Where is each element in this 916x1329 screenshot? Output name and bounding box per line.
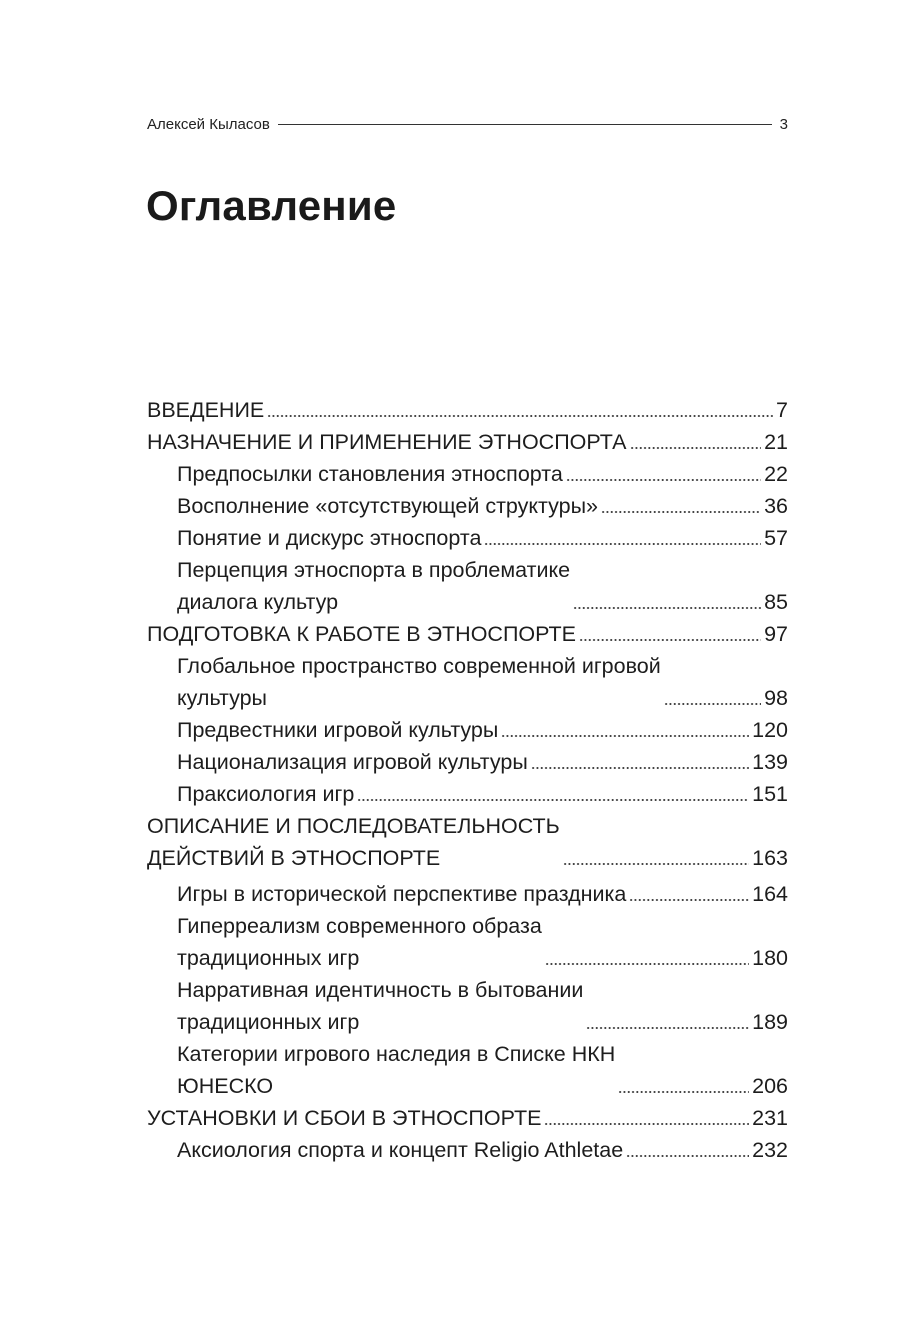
toc-leader-dots bbox=[563, 842, 749, 874]
toc-entry-chapter-3[interactable] bbox=[147, 810, 788, 874]
toc-leader-dots bbox=[579, 618, 761, 650]
toc-entry-title-line: Перцепция этноспорта в проблематике bbox=[177, 558, 571, 582]
toc-entry-section[interactable] bbox=[147, 974, 788, 1038]
toc-entry-page: 97 bbox=[764, 622, 788, 646]
toc-entry-page: 57 bbox=[764, 526, 788, 550]
toc-entry-page: 36 bbox=[764, 494, 788, 518]
author-name: Алексей Кыласов bbox=[147, 115, 270, 133]
toc-entry-chapter-1[interactable] bbox=[147, 426, 788, 458]
toc-entry-section[interactable] bbox=[147, 878, 788, 910]
page-title: Оглавление bbox=[146, 182, 397, 229]
toc-entry-section[interactable] bbox=[147, 458, 788, 490]
toc-entry-section[interactable] bbox=[147, 778, 788, 810]
toc-entry-section[interactable] bbox=[147, 746, 788, 778]
toc-leader-dots bbox=[501, 714, 749, 746]
toc-leader-dots bbox=[545, 942, 749, 974]
toc-entry-section[interactable] bbox=[147, 490, 788, 522]
toc-entry-title: Аксиология спорта и концепт Religio Athletae bbox=[177, 1138, 624, 1162]
toc-entry-page: 139 bbox=[752, 750, 788, 774]
toc-entry-section[interactable] bbox=[147, 1134, 788, 1166]
toc-entry-page: 180 bbox=[752, 946, 788, 970]
toc-entry-section[interactable] bbox=[147, 714, 788, 746]
toc-entry-title bbox=[177, 1038, 615, 1102]
toc-entry-title-line: Гиперреализм современного образа bbox=[177, 914, 542, 938]
toc-entry-page: 21 bbox=[764, 430, 788, 454]
toc-entry-title bbox=[147, 810, 560, 874]
toc-leader-dots bbox=[629, 878, 749, 910]
toc-entry-page: 151 bbox=[752, 782, 788, 806]
toc-entry-title: Предвестники игровой культуры bbox=[177, 718, 499, 742]
toc-leader-dots bbox=[618, 1070, 749, 1102]
toc-entry-section[interactable] bbox=[147, 554, 788, 618]
toc-entry-title bbox=[177, 974, 583, 1038]
toc-entry-section[interactable] bbox=[147, 650, 788, 714]
toc-entry-title-line: ОПИСАНИЕ И ПОСЛЕДОВАТЕЛЬНОСТЬ bbox=[147, 814, 560, 838]
toc-entry-title: ПОДГОТОВКА К РАБОТЕ В ЭТНОСПОРТЕ bbox=[147, 622, 576, 646]
toc-entry-title: Понятие и дискурс этноспорта bbox=[177, 526, 482, 550]
toc-entry-title: Предпосылки становления этноспорта bbox=[177, 462, 563, 486]
toc-entry-title-line: традиционных игр bbox=[177, 1010, 360, 1034]
toc-entry-section[interactable] bbox=[147, 522, 788, 554]
toc-entry-page: 7 bbox=[776, 398, 788, 422]
toc-entry-page: 163 bbox=[752, 846, 788, 870]
toc-entry-title: Национализация игровой культуры bbox=[177, 750, 528, 774]
toc-entry-title: Праксиология игр bbox=[177, 782, 355, 806]
toc-entry-page: 232 bbox=[752, 1138, 788, 1162]
toc-entry-chapter-4[interactable] bbox=[147, 1102, 788, 1134]
table-of-contents bbox=[147, 394, 788, 1166]
toc-entry-page: 231 bbox=[752, 1106, 788, 1130]
toc-entry-page: 189 bbox=[752, 1010, 788, 1034]
toc-entry-title: Игры в исторической перспективе праздника bbox=[177, 882, 627, 906]
toc-entry-title: НАЗНАЧЕНИЕ И ПРИМЕНЕНИЕ ЭТНОСПОРТА bbox=[147, 430, 627, 454]
toc-entry-page: 164 bbox=[752, 882, 788, 906]
toc-entry-title-line: культуры bbox=[177, 686, 267, 710]
toc-entry-page: 98 bbox=[764, 686, 788, 710]
toc-entry-title-line: Категории игрового наследия в Списке НКН bbox=[177, 1042, 616, 1066]
toc-entry-title bbox=[177, 650, 661, 714]
toc-leader-dots bbox=[630, 426, 762, 458]
toc-entry-title bbox=[177, 910, 542, 974]
toc-entry-section[interactable] bbox=[147, 910, 788, 974]
toc-leader-dots bbox=[267, 394, 773, 426]
toc-leader-dots bbox=[626, 1134, 749, 1166]
toc-leader-dots bbox=[601, 490, 761, 522]
toc-leader-dots bbox=[566, 458, 761, 490]
toc-entry-introduction[interactable] bbox=[147, 394, 788, 426]
toc-entry-title-line: диалога культур bbox=[177, 590, 339, 614]
toc-entry-chapter-2[interactable] bbox=[147, 618, 788, 650]
toc-entry-title-line: традиционных игр bbox=[177, 946, 360, 970]
toc-leader-dots bbox=[544, 1102, 749, 1134]
toc-entry-section[interactable] bbox=[147, 1038, 788, 1102]
running-header bbox=[147, 113, 788, 135]
toc-entry-title: ВВЕДЕНИЕ bbox=[147, 398, 265, 422]
toc-leader-dots bbox=[357, 778, 749, 810]
header-rule bbox=[278, 124, 772, 125]
toc-entry-title-line: ДЕЙСТВИЙ В ЭТНОСПОРТЕ bbox=[147, 846, 441, 870]
toc-leader-dots bbox=[484, 522, 761, 554]
toc-leader-dots bbox=[531, 746, 749, 778]
toc-entry-page: 206 bbox=[752, 1074, 788, 1098]
toc-entry-title-line: Нарративная идентичность в бытовании bbox=[177, 978, 584, 1002]
toc-entry-page: 85 bbox=[764, 590, 788, 614]
toc-leader-dots bbox=[586, 1006, 749, 1038]
toc-entry-page: 22 bbox=[764, 462, 788, 486]
header-page-number: 3 bbox=[779, 115, 788, 133]
toc-entry-page: 120 bbox=[752, 718, 788, 742]
toc-entry-title-line: Глобальное пространство современной игровой bbox=[177, 654, 661, 678]
toc-entry-title-line: ЮНЕСКО bbox=[177, 1074, 274, 1098]
toc-entry-title: УСТАНОВКИ И СБОИ В ЭТНОСПОРТЕ bbox=[147, 1106, 542, 1130]
toc-leader-dots bbox=[664, 682, 761, 714]
toc-entry-title bbox=[177, 554, 570, 618]
toc-leader-dots bbox=[573, 586, 761, 618]
toc-entry-title: Восполнение «отсутствующей структуры» bbox=[177, 494, 599, 518]
